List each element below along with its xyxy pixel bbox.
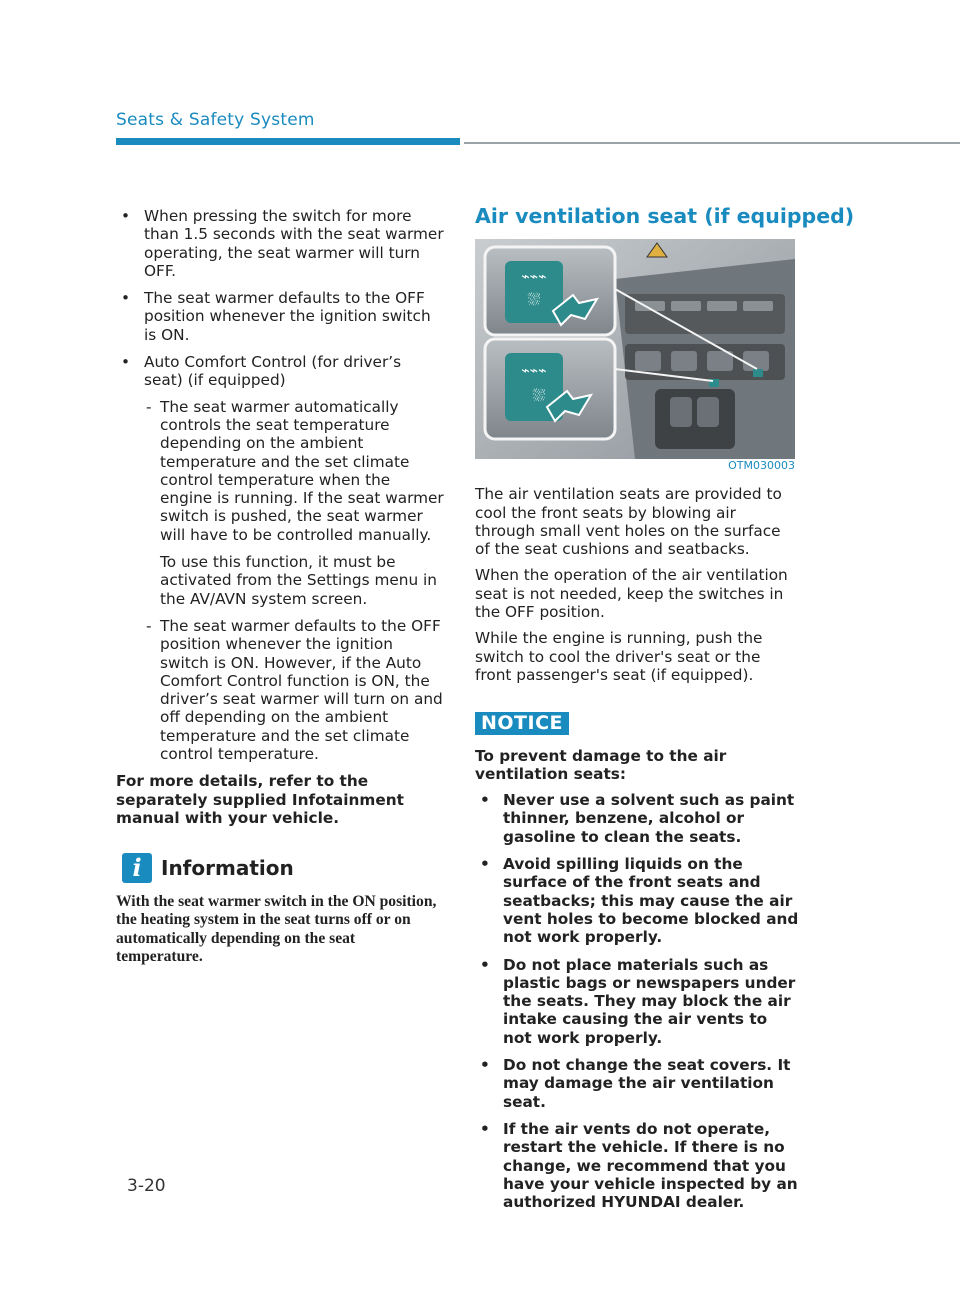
list-item-text: If the air vents do not operate, restart the vehicle. If there is no change, we recommend that you have your vehicle inspected by an authorized HYUNDAI dealer. — [503, 1119, 798, 1212]
list-item-text: The seat warmer defaults to the OFF position whenever the ignition switch is ON. — [144, 289, 431, 344]
sub-list-item-text: - The seat warmer defaults to the OFF position whenever the ignition switch is ON. However, if the Auto Comfort Control function is ON, the driver’s seat warmer will turn on and off depending on the ambient temperature and the set climate control temperature. — [160, 616, 443, 764]
list-item — [475, 1056, 800, 1111]
running-header-title: Seats & Safety System — [116, 110, 315, 130]
sub-list-item — [144, 617, 444, 763]
paragraph: While the engine is running, push the switch to cool the driver's seat or the front passenger's seat (if equipped). — [475, 629, 763, 684]
list-item — [475, 1120, 800, 1211]
page-number: 3-20 — [127, 1176, 166, 1196]
infotainment-note: For more details, refer to the separately supplied Infotainment manual with your vehicle. — [116, 772, 404, 827]
sub-list-item-text: - The seat warmer automatically controls the seat temperature depending on the ambient temperature and the set climate control temperature when the engine is running. If the seat warmer switch is pushed, the seat warmer will have to be controlled manually. — [160, 397, 444, 544]
header-rule-accent — [116, 138, 460, 145]
auto-comfort-sublist — [144, 398, 444, 764]
svg-text:⛆: ⛆ — [527, 290, 541, 310]
left-column — [116, 207, 444, 966]
paragraph: When the operation of the air ventilation seat is not needed, keep the switches in the OFF position. — [475, 566, 788, 622]
sub-list-item-extra: To use this function, it must be activated from the Settings menu in the AV/AVN system screen. — [160, 553, 437, 608]
notice-badge: NOTICE — [475, 712, 569, 734]
header-rule-gray — [464, 142, 960, 144]
notice-lead: To prevent damage to the air ventilation seats: — [475, 746, 727, 783]
console-illustration — [475, 239, 795, 459]
svg-text:⛆: ⛆ — [532, 386, 546, 406]
paragraph: The air ventilation seats are provided to cool the front seats by blowing air through small vent holes on the surface of the seat cushions and seatbacks. — [475, 485, 782, 559]
list-item — [475, 855, 800, 946]
list-item-text: Do not change the seat covers. It may damage the air ventilation seat. — [503, 1056, 791, 1111]
information-title: Information — [161, 856, 294, 881]
list-item-text: Do not place materials such as plastic bags or newspapers under the seats. They may block the air intake causing the air vents to not work properly. — [503, 955, 796, 1047]
ventilation-seat-figure — [475, 239, 795, 472]
svg-text:⌁⌁⌁: ⌁⌁⌁ — [521, 363, 547, 380]
warmer-bullet-list — [116, 207, 444, 763]
info-icon: i — [122, 853, 152, 883]
notice-list — [475, 791, 800, 1211]
section-title: Air ventilation seat (if equipped) — [475, 204, 855, 228]
list-item — [116, 207, 444, 280]
list-item-text: Never use a solvent such as paint thinner, benzene, alcohol or gasoline to clean the seats. — [503, 791, 795, 846]
svg-text:⌁⌁⌁: ⌁⌁⌁ — [521, 269, 547, 286]
list-item-text: Auto Comfort Control (for driver’s seat) (if equipped) — [144, 353, 402, 390]
list-item — [116, 353, 444, 763]
information-body: With the seat warmer switch in the ON position, the heating system in the seat turns off or on automatically depending on the seat temperature. — [116, 893, 437, 965]
list-item — [475, 791, 800, 846]
list-item — [116, 289, 444, 344]
right-column — [475, 204, 855, 1220]
list-item-text: Avoid spilling liquids on the surface of the front seats and seatbacks; this may cause the air vent holes to become blocked and not work properly. — [503, 855, 799, 947]
information-header — [116, 853, 444, 883]
sub-list-item — [144, 398, 444, 608]
list-item-text: When pressing the switch for more than 1.5 seconds with the seat warmer operating, the seat warmer will turn OFF. — [144, 207, 444, 280]
list-item — [475, 956, 800, 1047]
figure-code: OTM030003 — [728, 459, 795, 472]
